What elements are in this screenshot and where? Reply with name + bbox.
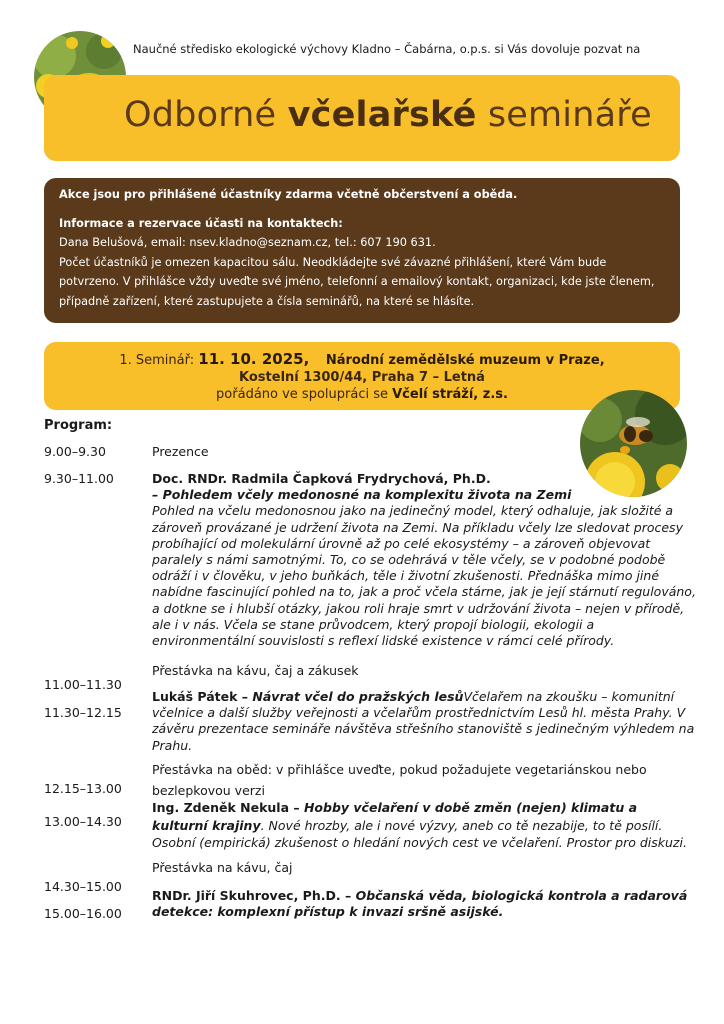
program-talk-2 bbox=[152, 689, 697, 754]
free-entry-note: Akce jsou pro přihlášené účastníky zdarma včetně občerstvení a oběda. bbox=[59, 188, 518, 201]
talk1-speaker: Doc. RNDr. Radmila Čapková Frydrychová, Ph.D. bbox=[152, 471, 491, 486]
program-break-2: Přestávka na kávu, čaj bbox=[152, 860, 293, 875]
time-slot: 9.00–9.30 bbox=[44, 444, 106, 459]
program-label: Program: bbox=[44, 418, 113, 433]
talk2-speaker: Lukáš Pátek bbox=[152, 689, 238, 704]
talk4-speaker: RNDr. Jiří Skuhrovec, Ph.D. bbox=[152, 888, 341, 903]
time-slot: 13.00–14.30 bbox=[44, 814, 122, 829]
contact-line: Dana Belušová, email: nsev.kladno@seznam.cz, tel.: 607 190 631. bbox=[59, 236, 436, 249]
seminar-date: 11. 10. 2025, bbox=[198, 350, 310, 368]
talk3-abstract: . Nové hrozby, ale i nové výzvy, aneb co tě nezabije, to tě posílí. Osobní (empirická) zkušenost o hledání nových cest ve včelaření. Prostor pro diskuzi. bbox=[152, 817, 687, 850]
talk4-title: Občanská věda, biologická kontrola a radarová detekce: komplexní přístup k invazi sršně asijské. bbox=[152, 888, 688, 920]
time-slot: 9.30–11.00 bbox=[44, 471, 114, 486]
talk2-abstract: Včelařem na zkoušku – komunitní včelnice a další služby veřejnosti a včelařům prostřednictvím Lesů hl. města Prahy. V závěru prezentace semináře návštěva střešního stanoviště s jedinečným výhledem na Prahu. bbox=[152, 689, 695, 753]
info-panel bbox=[44, 178, 680, 323]
seminar-label: 1. Seminář: bbox=[119, 353, 199, 368]
time-slot: 12.15–13.00 bbox=[44, 781, 122, 796]
seminar-cooperation bbox=[44, 387, 680, 402]
talk4-dash: – bbox=[340, 888, 356, 903]
title-part-2: semináře bbox=[476, 95, 652, 135]
program-talk-3 bbox=[152, 799, 697, 852]
time-slot: 14.30–15.00 bbox=[44, 879, 122, 894]
time-slot: 11.30–12.15 bbox=[44, 705, 122, 720]
talk3-speaker: Ing. Zdeněk Nekula bbox=[152, 800, 289, 815]
talk1-title: – Pohledem včely medonosné na komplexitu života na Zemi bbox=[152, 487, 572, 503]
seminar-heading-line bbox=[44, 350, 680, 368]
contacts-heading: Informace a rezervace účasti na kontaktech: bbox=[59, 216, 343, 230]
talk3-dash: – bbox=[289, 800, 304, 815]
talk1-abstract: Pohled na včelu medonosnou jako na jedinečný model, který odhaluje, jak složité a zároveň provázané je udržení života na Zemi. Na příkladu včely lze sledovat procesy probíhající od molekulární úrovně až po celé ekosystémy – a zároveň objevovat paralely s námi samotnými. To, co se odehrává v těle včely, se v podobné podobě odráží i v člověku, v jeho buňkách, těle i životní zkušenosti. Přednáška mimo jiné nabídne fascinující pohled na to, jak a proč včela stárne, jak je její stárnutí regulováno, a dotkne se i hlubší otázky, jakou roli hraje smrt v udržování života – nejen v přírodě, ale i v nás. Včela se stane průvodcem, který propojí biologii, ekologii a environmentální souvislosti s reflexí lidské existence v rámci celé přírody. bbox=[152, 503, 696, 649]
page-title bbox=[124, 95, 652, 135]
title-part-1: Odborné bbox=[124, 95, 288, 135]
seminar-banner bbox=[44, 342, 680, 410]
cooperation-prefix: pořádáno ve spolupráci se bbox=[216, 387, 393, 402]
seminar-venue: Národní zemědělské muzeum v Praze, bbox=[325, 353, 605, 368]
talk2-dash: – bbox=[237, 689, 253, 704]
program-talk-4 bbox=[152, 888, 697, 920]
seminar-address: Kostelní 1300/44, Praha 7 – Letná bbox=[239, 370, 485, 385]
title-bold: včelařské bbox=[287, 95, 477, 135]
program-lunch: Přestávka na oběd: v přihlášce uveďte, pokud požadujete vegetariánskou nebo bezlepkovou verzi bbox=[152, 762, 647, 798]
intro-text: Naučné středisko ekologické výchovy Kladno – Čabárna, o.p.s. si Vás dovoluje pozvat na bbox=[133, 42, 641, 56]
talk2-title: Návrat včel do pražských lesů bbox=[252, 689, 464, 704]
talk3-title: Hobby včelaření v době změn (nejen) klimatu a kulturní krajiny bbox=[152, 800, 638, 833]
cooperation-org: Včelí stráží, z.s. bbox=[392, 387, 508, 402]
program-break-1: Přestávka na kávu, čaj a zákusek bbox=[152, 663, 359, 678]
program-presence: Prezence bbox=[152, 444, 209, 459]
capacity-note: Počet účastníků je omezen kapacitou sálu. Neodkládejte své závazné přihlášení, které Vám bude potvrzeno. V přihlášce vždy uveďte své jméno, telefonní a emailový kontakt, organizaci, kde jste členem, případně zařízení, které zastupujete a čísla seminářů, na které se hlásíte. bbox=[59, 255, 655, 308]
program-talk-1 bbox=[152, 471, 697, 649]
time-slot: 15.00–16.00 bbox=[44, 906, 122, 921]
time-slot: 11.00–11.30 bbox=[44, 677, 122, 692]
